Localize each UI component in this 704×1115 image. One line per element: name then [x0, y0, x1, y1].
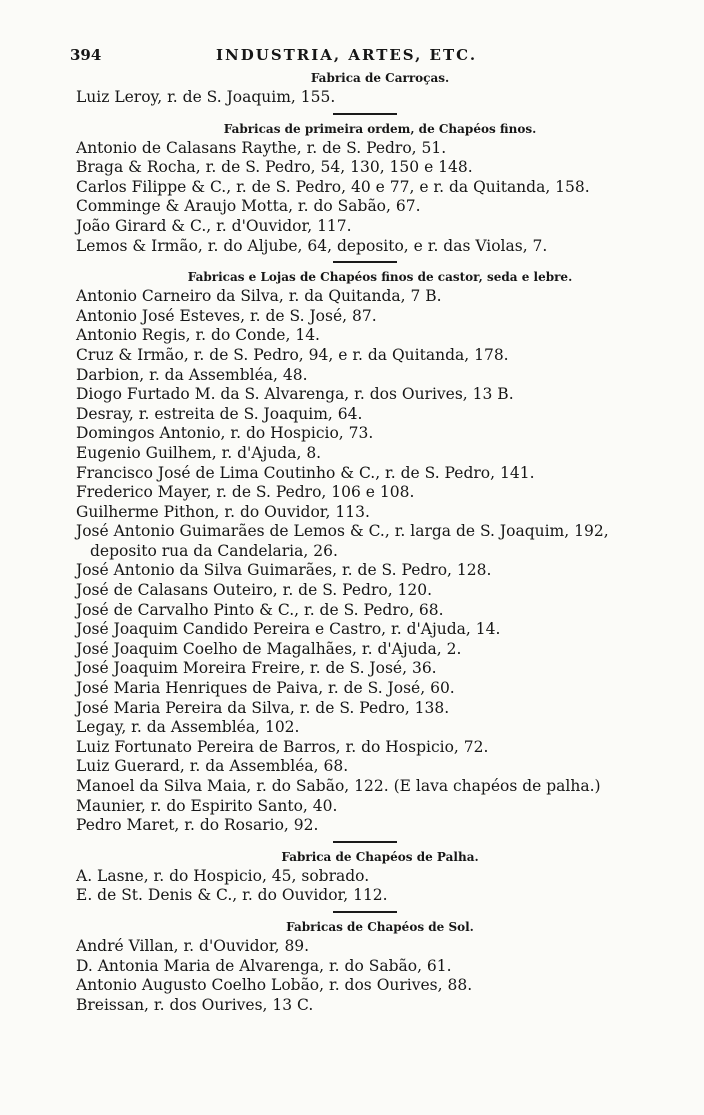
directory-entry: Guilherme Pithon, r. do Ouvidor, 113. [76, 502, 370, 521]
directory-entry: Luiz Fortunato Pereira de Barros, r. do Hospicio, 72. [76, 737, 489, 756]
section-divider [333, 911, 397, 913]
directory-entry: José Antonio Guimarães de Lemos & C., r. larga de S. Joaquim, 192, [76, 522, 609, 541]
directory-entry: Diogo Furtado M. da S. Alvarenga, r. dos Ourives, 13 B. [76, 385, 514, 404]
directory-entry: Manoel da Silva Maia, r. do Sabão, 122. (E lava chapéos de palha.) [76, 777, 601, 795]
directory-entry: Francisco José de Lima Coutinho & C., r. de S. Pedro, 141. [76, 463, 535, 482]
directory-entry: Luiz Guerard, r. da Assembléa, 68. [76, 757, 349, 776]
directory-entry: Antonio de Calasans Raythe, r. de S. Pedro, 51. [76, 138, 447, 157]
directory-entry: Antonio Augusto Coelho Lobão, r. dos Ourives, 88. [76, 976, 473, 995]
directory-entry: Antonio Regis, r. do Conde, 14. [76, 326, 320, 345]
directory-entry: Antonio José Esteves, r. de S. José, 87. [76, 306, 377, 325]
running-title: INDUSTRIA, ARTES, ETC. [216, 46, 478, 64]
directory-entry: Maunier, r. do Espirito Santo, 40. [76, 796, 338, 815]
entry-list [76, 88, 654, 108]
directory-entry: José Joaquim Candido Pereira e Castro, r. d'Ajuda, 14. [76, 620, 501, 639]
directory-entry: José Maria Henriques de Paiva, r. de S. José, 60. [76, 679, 455, 698]
section-divider [333, 841, 397, 843]
entry-list [76, 867, 654, 906]
directory-entry: José Joaquim Moreira Freire, r. de S. José, 36. [76, 659, 437, 678]
directory-entry: Luiz Leroy, r. de S. Joaquim, 155. [76, 88, 336, 106]
directory-entry: Antonio Carneiro da Silva, r. da Quitanda, 7 B. [76, 287, 442, 306]
section-divider [333, 113, 397, 115]
directory-entry: Legay, r. da Assembléa, 102. [76, 718, 300, 737]
directory-entry: Pedro Maret, r. do Rosario, 92. [76, 816, 319, 835]
directory-entry: A. Lasne, r. do Hospicio, 45, sobrado. [76, 866, 370, 885]
directory-entry: Eugenio Guilhem, r. d'Ajuda, 8. [76, 443, 322, 462]
directory-entry: Domingos Antonio, r. do Hospicio, 73. [76, 424, 374, 443]
page-header [70, 46, 654, 68]
entry-list [76, 937, 654, 1015]
section-title: Fabricas de Chapéos de Sol. [286, 919, 474, 934]
section-title: Fabrica de Carroças. [310, 71, 450, 85]
directory-entry: Cruz & Irmão, r. de S. Pedro, 94, e r. da Quitanda, 178. [76, 345, 509, 364]
directory-entry: D. Antonia Maria de Alvarenga, r. do Sabão, 61. [76, 956, 452, 975]
directory-sections [76, 70, 654, 1015]
directory-entry: André Villan, r. d'Ouvidor, 89. [76, 936, 310, 955]
section-title: Fabricas e Lojas de Chapéos finos de castor, seda e lebre. [187, 270, 573, 285]
directory-entry: Lemos & Irmão, r. do Aljube, 64, deposito, e r. das Violas, 7. [76, 236, 548, 255]
section-divider [333, 261, 397, 263]
directory-entry: Carlos Filippe & C., r. de S. Pedro, 40 e 77, e r. da Quitanda, 158. [76, 177, 590, 196]
directory-entry: Darbion, r. da Assembléa, 48. [76, 365, 308, 384]
directory-entry: José de Calasans Outeiro, r. de S. Pedro, 120. [76, 581, 433, 600]
directory-entry: José Antonio da Silva Guimarães, r. de S. Pedro, 128. [76, 561, 492, 580]
directory-entry: Braga & Rocha, r. de S. Pedro, 54, 130, 150 e 148. [76, 158, 473, 177]
entry-list [76, 287, 654, 836]
directory-entry: deposito rua da Candelaria, 26. [90, 541, 338, 560]
directory-entry: Breissan, r. dos Ourives, 13 C. [76, 995, 314, 1014]
directory-entry: João Girard & C., r. d'Ouvidor, 117. [76, 216, 352, 235]
directory-entry: E. de St. Denis & C., r. do Ouvidor, 112. [76, 886, 388, 905]
directory-entry: José Maria Pereira da Silva, r. de S. Pedro, 138. [76, 698, 450, 717]
directory-entry: Desray, r. estreita de S. Joaquim, 64. [76, 404, 363, 423]
page-number: 394 [70, 46, 102, 64]
directory-entry: Comminge & Araujo Motta, r. do Sabão, 67. [76, 197, 421, 216]
directory-entry: José de Carvalho Pinto & C., r. de S. Pedro, 68. [76, 600, 444, 619]
entry-list [76, 139, 654, 257]
directory-entry: José Joaquim Coelho de Magalhães, r. d'Ajuda, 2. [76, 639, 462, 658]
section-title: Fabricas de primeira ordem, de Chapéos finos. [223, 121, 537, 136]
section-title: Fabrica de Chapéos de Palha. [281, 849, 479, 864]
directory-entry: Frederico Mayer, r. de S. Pedro, 106 e 108. [76, 483, 415, 502]
